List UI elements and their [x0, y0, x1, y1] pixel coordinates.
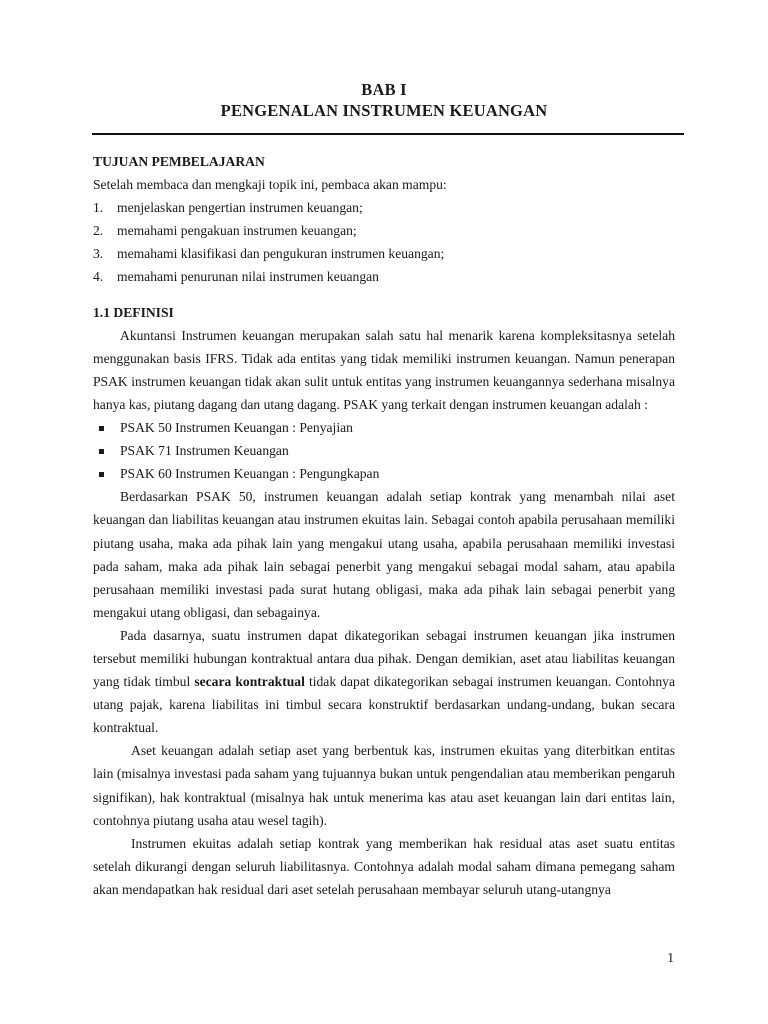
bullet-icon [99, 449, 104, 454]
objective-text: memahami pengakuan instrumen keuangan; [117, 223, 357, 239]
chapter-number: BAB I [361, 80, 407, 99]
psak-item-text: PSAK 50 Instrumen Keuangan : Penyajian [120, 420, 353, 436]
heading-rule [92, 133, 684, 135]
objective-item [93, 219, 675, 242]
bullet-icon [99, 472, 104, 477]
paragraph-3-text-end: tidak dapat dikategorikan sebagai instrumen keuangan. Contohnya utang pajak, karena liabilitas ini timbul secara konstruktif berdasarkan undang-undang, bukan secara kontraktual. [93, 674, 675, 736]
paragraph-4: Aset keuangan adalah setiap aset yang berbentuk kas, instrumen ekuitas yang diterbitkan entitas lain (misalnya investasi pada saham yang tujuannya bukan untuk pengendalian atau memberikan pengaruh signifikan), hak kontraktual (misalnya hak untuk menerima kas atau aset keuangan lain dari entitas lain, contohnya piutang usaha atau wesel tagih). [93, 743, 675, 828]
psak-item [93, 439, 675, 462]
objective-number: 3. [93, 246, 104, 262]
chapter-heading [0, 79, 768, 121]
objective-text: menjelaskan pengertian instrumen keuangan; [117, 200, 363, 216]
chapter-title: PENGENALAN INSTRUMEN KEUANGAN [220, 101, 548, 120]
paragraph-1: Akuntansi Instrumen keuangan merupakan salah satu hal menarik karena kompleksitasnya setelah menggunakan basis IFRS. Tidak ada entitas yang tidak memiliki instrumen keuangan. Namun penerapan PSAK instrumen keuangan tidak akan sulit untuk entitas yang instrumen keuangannya sederhana misalnya hanya kas, piutang dagang dan utang dagang. PSAK yang terkait dengan instrumen keuangan adalah : [93, 327, 675, 412]
objective-item [93, 196, 675, 219]
psak-item [93, 416, 675, 439]
section-heading: 1.1 DEFINISI [93, 304, 174, 320]
objective-number: 1. [93, 200, 104, 216]
objective-number: 2. [93, 223, 104, 239]
bullet-icon [99, 426, 104, 431]
objectives-intro: Setelah membaca dan mengkaji topik ini, pembaca akan mampu: [93, 177, 447, 193]
objective-item [93, 265, 675, 288]
page-number: 1 [667, 950, 674, 965]
objective-text: memahami klasifikasi dan pengukuran instrumen keuangan; [117, 246, 445, 262]
psak-list [93, 416, 675, 485]
page-content [93, 150, 675, 901]
emphasis-text: secara kontraktual [194, 674, 305, 690]
psak-item [93, 462, 675, 485]
paragraph-3 [93, 624, 675, 739]
paragraph-5: Instrumen ekuitas adalah setiap kontrak yang memberikan hak residual atas aset suatu entitas setelah dikurangi dengan seluruh liabilitasnya. Contohnya adalah modal saham dimana pemegang saham akan mendapatkan hak residual dari aset setelah perusahaan membayar seluruh utang-utangnya [93, 835, 675, 897]
psak-item-text: PSAK 60 Instrumen Keuangan : Pengungkapan [120, 466, 380, 482]
paragraph-2: Berdasarkan PSAK 50, instrumen keuangan adalah setiap kontrak yang menambah nilai aset keuangan dan liabilitas keuangan atau instrumen ekuitas lain. Sebagai contoh apabila perusahaan memiliki piutang usaha, maka ada pihak lain yang mengakui utang usaha, apabila perusahaan memiliki investasi pada saham, maka ada pihak lain sebagai penerbit yang mengakui sebagai modal saham, atau apabila perusahaan memiliki investasi pada surat hutang obligasi, maka ada pihak lain sebagai penerbit yang mengakui utang obligasi, dan sebagainya. [93, 489, 675, 620]
objectives-heading: TUJUAN PEMBELAJARAN [93, 154, 265, 169]
objectives-list [93, 196, 675, 288]
objective-text: memahami penurunan nilai instrumen keuangan [117, 269, 379, 285]
paragraph-3-text: Pada dasarnya, suatu instrumen dapat dikategorikan sebagai instrumen keuangan jika instrumen tersebut memiliki hubungan kontraktual antara dua pihak. Dengan demikian, aset atau liabilitas keuangan yang tidak timbul [93, 627, 675, 690]
psak-item-text: PSAK 71 Instrumen Keuangan [120, 443, 289, 459]
objective-item [93, 242, 675, 265]
objective-number: 4. [93, 269, 104, 285]
